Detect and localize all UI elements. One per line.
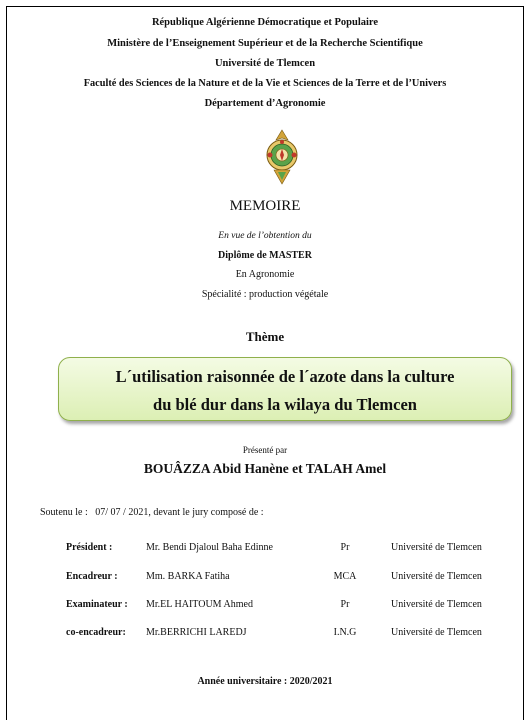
jury-university: Université de Tlemcen bbox=[391, 571, 482, 582]
jury-grade: Pr bbox=[340, 599, 350, 610]
diploma-text: Diplôme de MASTER bbox=[218, 250, 312, 261]
ministry-line: Ministère de l’Enseignement Supérieur et de la Recherche Scientifique bbox=[107, 38, 423, 49]
presented-label: Présenté par bbox=[242, 445, 288, 455]
obtention-text: En vue de l’obtention du bbox=[218, 231, 312, 241]
jury-row bbox=[0, 599, 530, 613]
academic-year: Année universitaire : 2020/2021 bbox=[197, 676, 333, 687]
jury-grade: Pr bbox=[340, 542, 350, 553]
jury-grade: MCA bbox=[333, 571, 357, 582]
theme-title-box bbox=[58, 357, 512, 421]
authors: BOUÂZZA Abid Hanène et TALAH Amel bbox=[143, 461, 387, 476]
jury-university: Université de Tlemcen bbox=[391, 542, 482, 553]
jury-role: Président : bbox=[66, 542, 113, 553]
jury-row bbox=[0, 542, 530, 556]
jury-grade: I.N.G bbox=[333, 627, 357, 638]
jury-name: Mr.BERRICHI LAREDJ bbox=[146, 627, 247, 638]
jury-name: Mr. Bendi Djaloul Baha Edinne bbox=[146, 542, 273, 553]
faculty-line: Faculté des Sciences de la Nature et de la Vie et Sciences de la Terre et de l’Univers bbox=[83, 78, 447, 89]
university-line: Université de Tlemcen bbox=[214, 58, 316, 69]
jury-row bbox=[0, 571, 530, 585]
speciality-text: Spécialité : production végétale bbox=[201, 289, 329, 300]
theme-title-line2: du blé dur dans la wilaya du Tlemcen bbox=[153, 395, 417, 414]
defense-date-text: Soutenu le : 07/ 07 / 2021, devant le jury composé de : bbox=[40, 507, 264, 518]
jury-name: Mr.EL HAITOUM Ahmed bbox=[146, 599, 253, 610]
department-line: Département d’Agronomie bbox=[204, 98, 326, 109]
jury-role: co-encadreur: bbox=[66, 627, 126, 638]
theme-label: Thème bbox=[245, 329, 285, 344]
jury-row bbox=[0, 627, 530, 641]
field-text: En Agronomie bbox=[235, 269, 295, 280]
jury-name: Mm. BARKA Fatiha bbox=[146, 571, 230, 582]
jury-university: Université de Tlemcen bbox=[391, 599, 482, 610]
jury-role: Examinateur : bbox=[66, 599, 128, 610]
jury-university: Université de Tlemcen bbox=[391, 627, 482, 638]
document-type: MEMOIRE bbox=[229, 198, 301, 214]
theme-title-line1: L´utilisation raisonnée de l´azote dans la culture bbox=[115, 367, 455, 386]
university-emblem-icon bbox=[262, 128, 302, 186]
republic-line: République Algérienne Démocratique et Populaire bbox=[151, 17, 379, 28]
jury-role: Encadreur : bbox=[66, 571, 118, 582]
